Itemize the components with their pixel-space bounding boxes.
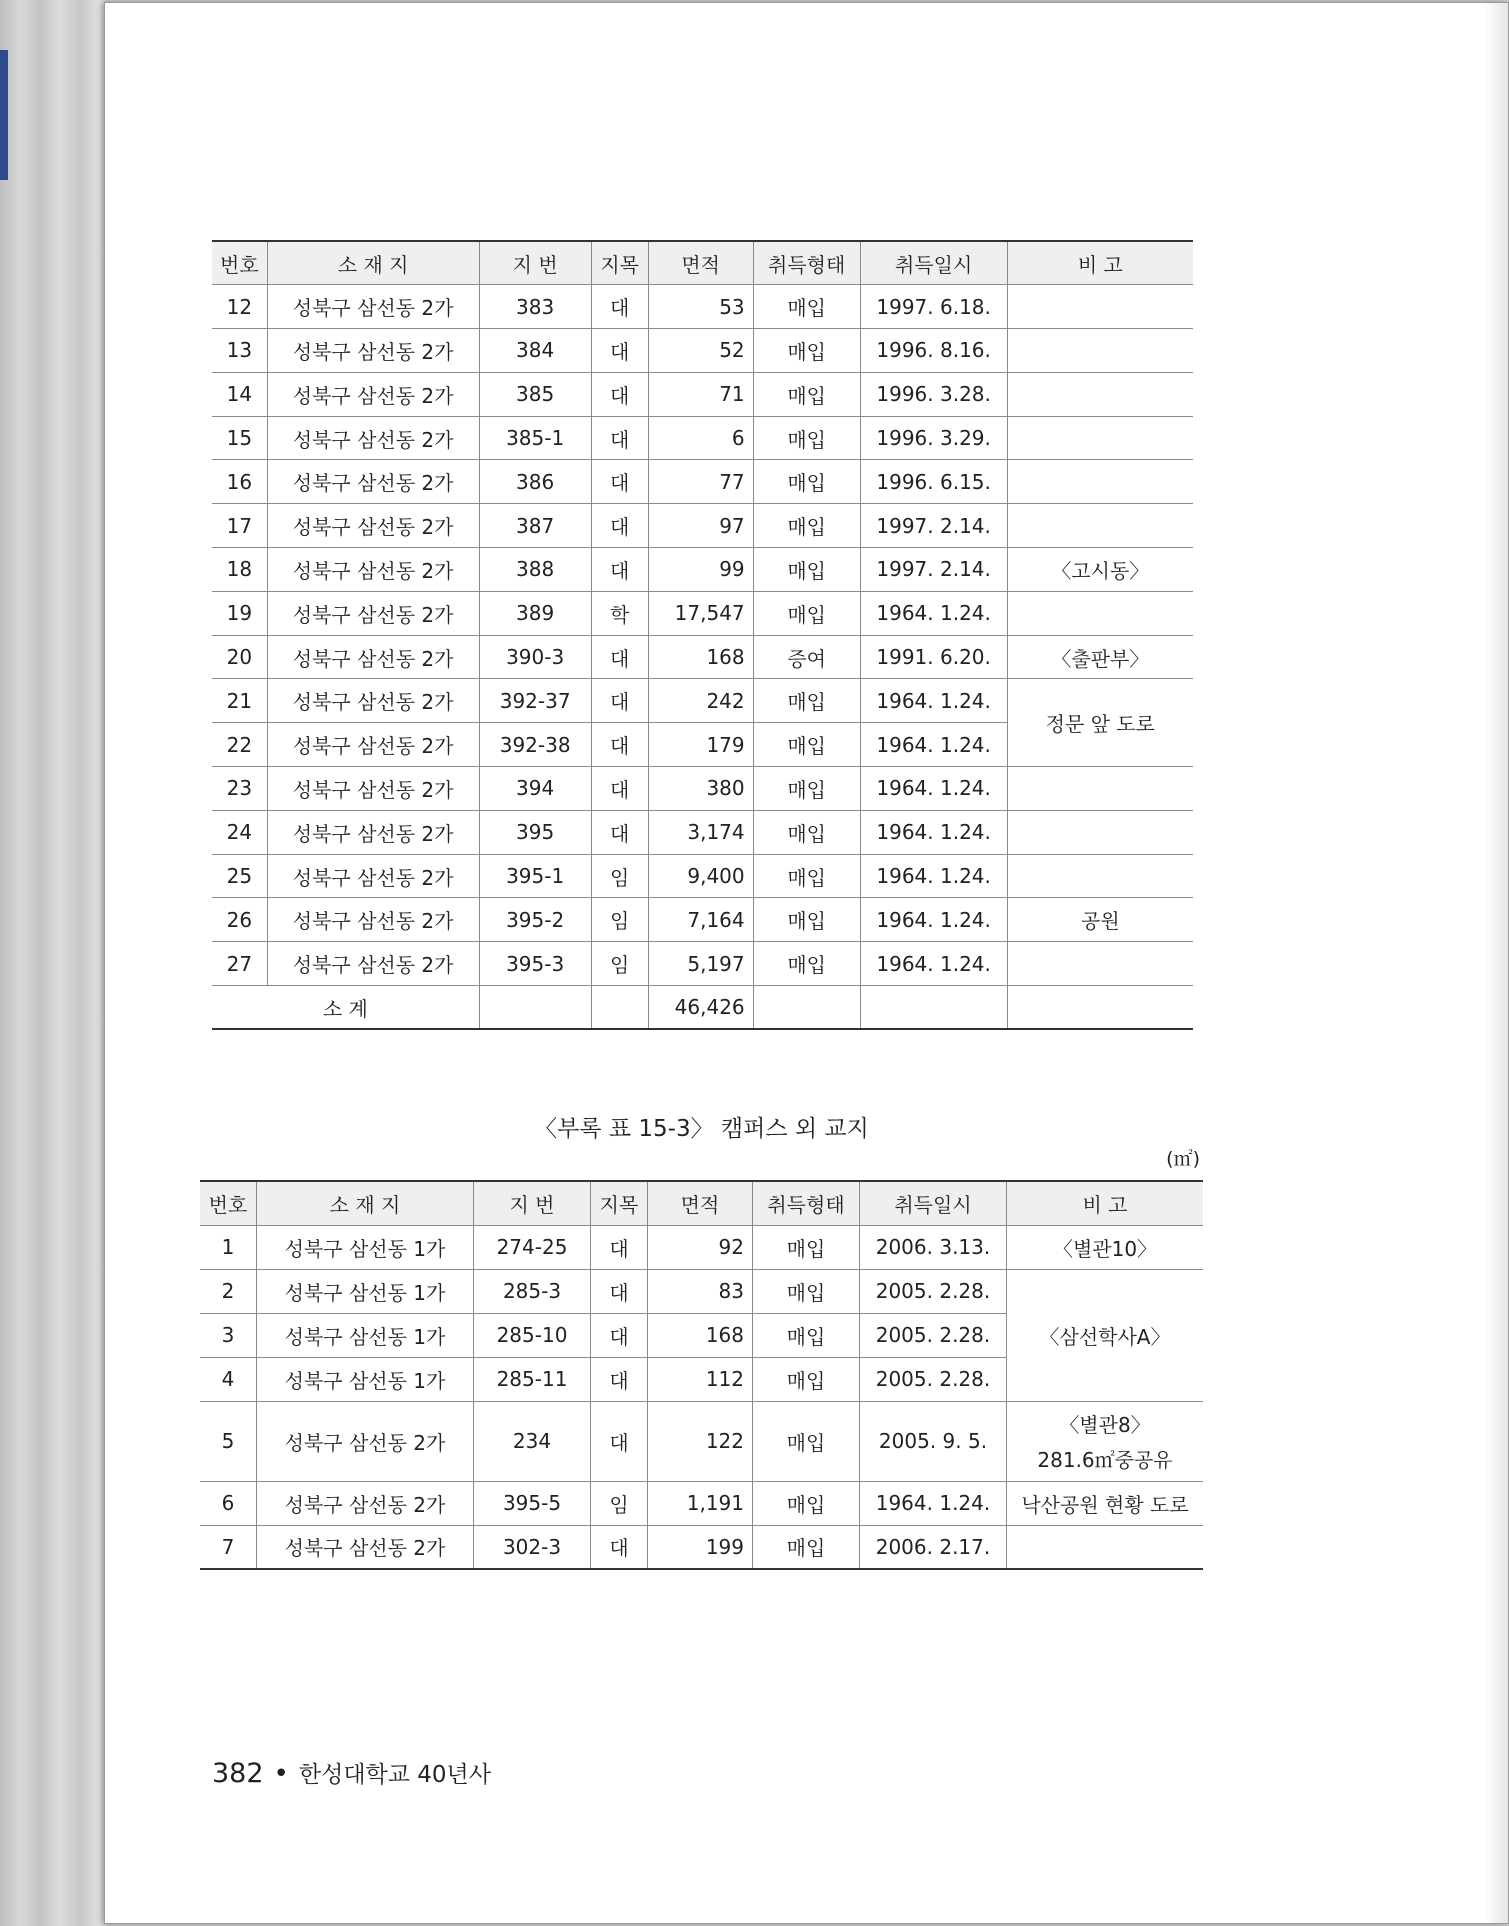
table-row — [200, 1225, 1203, 1269]
cell-area: 9,400 — [648, 854, 753, 898]
cell-location: 성북구 삼선동 2가 — [267, 854, 479, 898]
cell-lot-number: 385 — [479, 372, 591, 416]
table-header-row — [200, 1181, 1203, 1225]
cell-number: 4 — [200, 1357, 257, 1401]
cell-area: 77 — [648, 460, 753, 504]
cell-location: 성북구 삼선동 1가 — [257, 1313, 474, 1357]
table-row — [200, 1269, 1203, 1313]
cell-acquisition-date: 1964. 1.24. — [860, 679, 1007, 723]
cell-number: 2 — [200, 1269, 257, 1313]
cell-number: 20 — [212, 635, 267, 679]
cell-land-category: 대 — [591, 810, 648, 854]
cell-lot-number: 302-3 — [474, 1525, 591, 1569]
cell-acquisition-type: 매입 — [753, 723, 860, 767]
cell-lot-number: 389 — [479, 591, 591, 635]
cell-number: 19 — [212, 591, 267, 635]
cell-location: 성북구 삼선동 2가 — [257, 1525, 474, 1569]
bullet-icon: • — [273, 1759, 289, 1789]
table-header-row — [212, 241, 1193, 285]
cell-number: 15 — [212, 416, 267, 460]
cell-lot-number: 395-1 — [479, 854, 591, 898]
cell-land-category: 대 — [591, 1225, 648, 1269]
cell-remarks: 공원 — [1007, 898, 1193, 942]
cell-acquisition-date: 1964. 1.24. — [860, 591, 1007, 635]
cell-acquisition-date: 2005. 2.28. — [860, 1269, 1007, 1313]
cell-lot-number: 384 — [479, 329, 591, 373]
cell-remarks — [1007, 1525, 1204, 1569]
table-row — [212, 898, 1193, 942]
cell-number: 6 — [200, 1481, 257, 1525]
cell-number: 21 — [212, 679, 267, 723]
header-acquisition-type: 취득형태 — [753, 1181, 860, 1225]
table-row — [212, 460, 1193, 504]
cell-lot-number: 285-3 — [474, 1269, 591, 1313]
cell-land-category: 대 — [591, 504, 648, 548]
table-row — [212, 942, 1193, 986]
cell-number: 12 — [212, 285, 267, 329]
header-location: 소 재 지 — [267, 241, 479, 285]
header-remarks: 비 고 — [1007, 1181, 1204, 1225]
cell-remarks — [1007, 854, 1193, 898]
cell-remarks — [1007, 1401, 1204, 1481]
cell-acquisition-type: 매입 — [753, 416, 860, 460]
cell-acquisition-type: 매입 — [753, 460, 860, 504]
cell-acquisition-type: 매입 — [753, 1225, 860, 1269]
cell-location: 성북구 삼선동 2가 — [267, 329, 479, 373]
cell-remarks — [1007, 591, 1193, 635]
cell-lot-number: 395-2 — [479, 898, 591, 942]
cell-acquisition-type: 매입 — [753, 591, 860, 635]
cell-lot-number: 385-1 — [479, 416, 591, 460]
book-title: 한성대학교 40년사 — [298, 1762, 491, 1788]
cell-acquisition-type: 매입 — [753, 1401, 860, 1481]
cell-number: 13 — [212, 329, 267, 373]
cell-location: 성북구 삼선동 2가 — [267, 416, 479, 460]
cell-acquisition-type: 매입 — [753, 854, 860, 898]
cell-land-category: 대 — [591, 548, 648, 592]
cell-location: 성북구 삼선동 2가 — [267, 372, 479, 416]
cell-land-category: 학 — [591, 591, 648, 635]
cell-number: 1 — [200, 1225, 257, 1269]
table-unit: (㎡) — [1166, 1148, 1200, 1170]
cell-land-category: 대 — [591, 329, 648, 373]
subtotal-label: 소 계 — [212, 986, 479, 1030]
cell-acquisition-type: 매입 — [753, 679, 860, 723]
cell-acquisition-type: 매입 — [753, 898, 860, 942]
cell-remarks: 정문 앞 도로 — [1007, 679, 1193, 767]
cell-land-category: 대 — [591, 767, 648, 811]
cell-remarks — [1007, 504, 1193, 548]
cell-lot-number: 392-38 — [479, 723, 591, 767]
cell-area: 97 — [648, 504, 753, 548]
cell-land-category: 대 — [591, 460, 648, 504]
cell-remarks: 〈삼선학사A〉 — [1007, 1269, 1204, 1401]
cell-empty — [591, 986, 648, 1030]
table-row — [212, 504, 1193, 548]
cell-area: 5,197 — [648, 942, 753, 986]
cell-land-category: 임 — [591, 942, 648, 986]
table-row — [212, 548, 1193, 592]
cell-location: 성북구 삼선동 2가 — [267, 460, 479, 504]
cell-lot-number: 395-5 — [474, 1481, 591, 1525]
cell-lot-number: 394 — [479, 767, 591, 811]
book-cover-edge — [0, 50, 8, 180]
cell-acquisition-date: 2005. 2.28. — [860, 1357, 1007, 1401]
header-acquisition-date: 취득일시 — [860, 241, 1007, 285]
page-curl-shadow — [1484, 3, 1508, 1923]
cell-acquisition-date: 1964. 1.24. — [860, 898, 1007, 942]
cell-acquisition-type: 매입 — [753, 1357, 860, 1401]
cell-location: 성북구 삼선동 2가 — [267, 548, 479, 592]
cell-area: 1,191 — [648, 1481, 753, 1525]
cell-empty — [753, 986, 860, 1030]
cell-acquisition-date: 1964. 1.24. — [860, 723, 1007, 767]
cell-acquisition-type: 매입 — [753, 1313, 860, 1357]
cell-area: 168 — [648, 635, 753, 679]
cell-location: 성북구 삼선동 2가 — [257, 1481, 474, 1525]
remark-line: 281.6㎡중공유 — [1037, 1448, 1173, 1472]
cell-area: 6 — [648, 416, 753, 460]
cell-location: 성북구 삼선동 2가 — [267, 504, 479, 548]
cell-lot-number: 392-37 — [479, 679, 591, 723]
cell-lot-number: 395-3 — [479, 942, 591, 986]
cell-lot-number: 395 — [479, 810, 591, 854]
cell-lot-number: 234 — [474, 1401, 591, 1481]
cell-lot-number: 390-3 — [479, 635, 591, 679]
table-row — [200, 1401, 1203, 1481]
cell-area: 168 — [648, 1313, 753, 1357]
header-land-category: 지목 — [591, 1181, 648, 1225]
cell-acquisition-type: 매입 — [753, 504, 860, 548]
header-remarks: 비 고 — [1007, 241, 1193, 285]
cell-acquisition-type: 매입 — [753, 329, 860, 373]
cell-land-category: 대 — [591, 723, 648, 767]
cell-acquisition-date: 1996. 3.28. — [860, 372, 1007, 416]
table-row — [212, 854, 1193, 898]
cell-acquisition-type: 매입 — [753, 285, 860, 329]
cell-acquisition-date: 2006. 3.13. — [860, 1225, 1007, 1269]
cell-area: 52 — [648, 329, 753, 373]
cell-remarks: 낙산공원 현황 도로 — [1007, 1481, 1204, 1525]
cell-area: 71 — [648, 372, 753, 416]
subtotal-row — [212, 986, 1193, 1030]
cell-area: 83 — [648, 1269, 753, 1313]
cell-acquisition-date: 1996. 8.16. — [860, 329, 1007, 373]
table-row — [212, 285, 1193, 329]
cell-number: 25 — [212, 854, 267, 898]
cell-number: 14 — [212, 372, 267, 416]
cell-number: 17 — [212, 504, 267, 548]
cell-lot-number: 285-10 — [474, 1313, 591, 1357]
cell-empty — [479, 986, 591, 1030]
cell-area: 199 — [648, 1525, 753, 1569]
cell-lot-number: 387 — [479, 504, 591, 548]
cell-land-category: 대 — [591, 285, 648, 329]
header-area: 면적 — [648, 1181, 753, 1225]
cell-location: 성북구 삼선동 2가 — [267, 285, 479, 329]
cell-area: 17,547 — [648, 591, 753, 635]
cell-land-category: 대 — [591, 1525, 648, 1569]
cell-number: 27 — [212, 942, 267, 986]
land-table-continued — [212, 240, 1193, 1030]
cell-land-category: 대 — [591, 1357, 648, 1401]
cell-empty — [860, 986, 1007, 1030]
cell-land-category: 대 — [591, 416, 648, 460]
cell-number: 23 — [212, 767, 267, 811]
cell-location: 성북구 삼선동 1가 — [257, 1357, 474, 1401]
cell-area: 380 — [648, 767, 753, 811]
remark-line: 〈별관8〉 — [1059, 1413, 1151, 1437]
cell-land-category: 대 — [591, 635, 648, 679]
page-number: 382 — [212, 1758, 264, 1789]
cell-area: 7,164 — [648, 898, 753, 942]
cell-number: 3 — [200, 1313, 257, 1357]
cell-land-category: 대 — [591, 1269, 648, 1313]
cell-lot-number: 274-25 — [474, 1225, 591, 1269]
cell-number: 26 — [212, 898, 267, 942]
cell-land-category: 대 — [591, 679, 648, 723]
cell-remarks — [1007, 285, 1193, 329]
off-campus-land-table — [200, 1180, 1203, 1570]
cell-land-category: 대 — [591, 372, 648, 416]
cell-number: 22 — [212, 723, 267, 767]
cell-location: 성북구 삼선동 2가 — [267, 679, 479, 723]
cell-location: 성북구 삼선동 1가 — [257, 1269, 474, 1313]
cell-area: 179 — [648, 723, 753, 767]
cell-location: 성북구 삼선동 2가 — [267, 898, 479, 942]
cell-location: 성북구 삼선동 2가 — [267, 591, 479, 635]
table-row — [212, 635, 1193, 679]
header-acquisition-date: 취득일시 — [860, 1181, 1007, 1225]
header-number: 번호 — [200, 1181, 257, 1225]
header-location: 소 재 지 — [257, 1181, 474, 1225]
header-number: 번호 — [212, 241, 267, 285]
cell-remarks — [1007, 416, 1193, 460]
cell-acquisition-type: 매입 — [753, 942, 860, 986]
cell-acquisition-date: 1964. 1.24. — [860, 1481, 1007, 1525]
cell-empty — [1007, 986, 1193, 1030]
table-row — [212, 679, 1193, 723]
cell-remarks — [1007, 767, 1193, 811]
cell-area: 3,174 — [648, 810, 753, 854]
cell-remarks — [1007, 810, 1193, 854]
cell-remarks: 〈별관10〉 — [1007, 1225, 1204, 1269]
cell-remarks: 〈출판부〉 — [1007, 635, 1193, 679]
cell-acquisition-date: 1964. 1.24. — [860, 854, 1007, 898]
cell-acquisition-date: 2005. 9. 5. — [860, 1401, 1007, 1481]
header-land-category: 지목 — [591, 241, 648, 285]
table-row — [200, 1525, 1203, 1569]
table-row — [212, 372, 1193, 416]
cell-number: 5 — [200, 1401, 257, 1481]
cell-location: 성북구 삼선동 2가 — [267, 723, 479, 767]
cell-acquisition-date: 1997. 2.14. — [860, 504, 1007, 548]
table-row — [212, 591, 1193, 635]
cell-acquisition-type: 증여 — [753, 635, 860, 679]
cell-acquisition-type: 매입 — [753, 1481, 860, 1525]
cell-acquisition-type: 매입 — [753, 372, 860, 416]
header-lot-number: 지 번 — [474, 1181, 591, 1225]
cell-lot-number: 388 — [479, 548, 591, 592]
cell-acquisition-type: 매입 — [753, 1269, 860, 1313]
cell-location: 성북구 삼선동 2가 — [267, 810, 479, 854]
table-row — [212, 329, 1193, 373]
cell-remarks — [1007, 460, 1193, 504]
cell-acquisition-date: 1996. 6.15. — [860, 460, 1007, 504]
cell-location: 성북구 삼선동 2가 — [267, 942, 479, 986]
cell-acquisition-date: 2006. 2.17. — [860, 1525, 1007, 1569]
cell-acquisition-date: 1997. 6.18. — [860, 285, 1007, 329]
cell-land-category: 임 — [591, 1481, 648, 1525]
header-acquisition-type: 취득형태 — [753, 241, 860, 285]
table-caption: 〈부록 표 15-3〉 캠퍼스 외 교지 — [534, 1116, 869, 1142]
table-row — [200, 1481, 1203, 1525]
header-lot-number: 지 번 — [479, 241, 591, 285]
subtotal-area: 46,426 — [648, 986, 753, 1030]
cell-acquisition-date: 1997. 2.14. — [860, 548, 1007, 592]
cell-area: 53 — [648, 285, 753, 329]
cell-location: 성북구 삼선동 1가 — [257, 1225, 474, 1269]
cell-lot-number: 285-11 — [474, 1357, 591, 1401]
cell-lot-number: 383 — [479, 285, 591, 329]
cell-lot-number: 386 — [479, 460, 591, 504]
cell-land-category: 대 — [591, 1401, 648, 1481]
cell-land-category: 임 — [591, 854, 648, 898]
book-page-edges — [0, 0, 110, 1926]
cell-area: 122 — [648, 1401, 753, 1481]
cell-acquisition-date: 1991. 6.20. — [860, 635, 1007, 679]
table-row — [212, 416, 1193, 460]
cell-remarks — [1007, 372, 1193, 416]
cell-remarks — [1007, 329, 1193, 373]
cell-acquisition-date: 1964. 1.24. — [860, 767, 1007, 811]
cell-remarks: 〈고시동〉 — [1007, 548, 1193, 592]
cell-acquisition-date: 1964. 1.24. — [860, 942, 1007, 986]
cell-number: 16 — [212, 460, 267, 504]
cell-acquisition-type: 매입 — [753, 548, 860, 592]
cell-land-category: 대 — [591, 1313, 648, 1357]
cell-remarks — [1007, 942, 1193, 986]
cell-number: 18 — [212, 548, 267, 592]
cell-acquisition-date: 1964. 1.24. — [860, 810, 1007, 854]
header-area: 면적 — [648, 241, 753, 285]
cell-location: 성북구 삼선동 2가 — [267, 635, 479, 679]
cell-location: 성북구 삼선동 2가 — [257, 1401, 474, 1481]
cell-acquisition-type: 매입 — [753, 810, 860, 854]
cell-number: 24 — [212, 810, 267, 854]
cell-land-category: 임 — [591, 898, 648, 942]
cell-acquisition-date: 2005. 2.28. — [860, 1313, 1007, 1357]
page-footer — [212, 1756, 491, 1789]
table-row — [212, 810, 1193, 854]
cell-acquisition-type: 매입 — [753, 767, 860, 811]
cell-location: 성북구 삼선동 2가 — [267, 767, 479, 811]
cell-number: 7 — [200, 1525, 257, 1569]
cell-area: 112 — [648, 1357, 753, 1401]
cell-area: 92 — [648, 1225, 753, 1269]
table-row — [212, 767, 1193, 811]
cell-area: 242 — [648, 679, 753, 723]
cell-acquisition-type: 매입 — [753, 1525, 860, 1569]
cell-area: 99 — [648, 548, 753, 592]
cell-acquisition-date: 1996. 3.29. — [860, 416, 1007, 460]
